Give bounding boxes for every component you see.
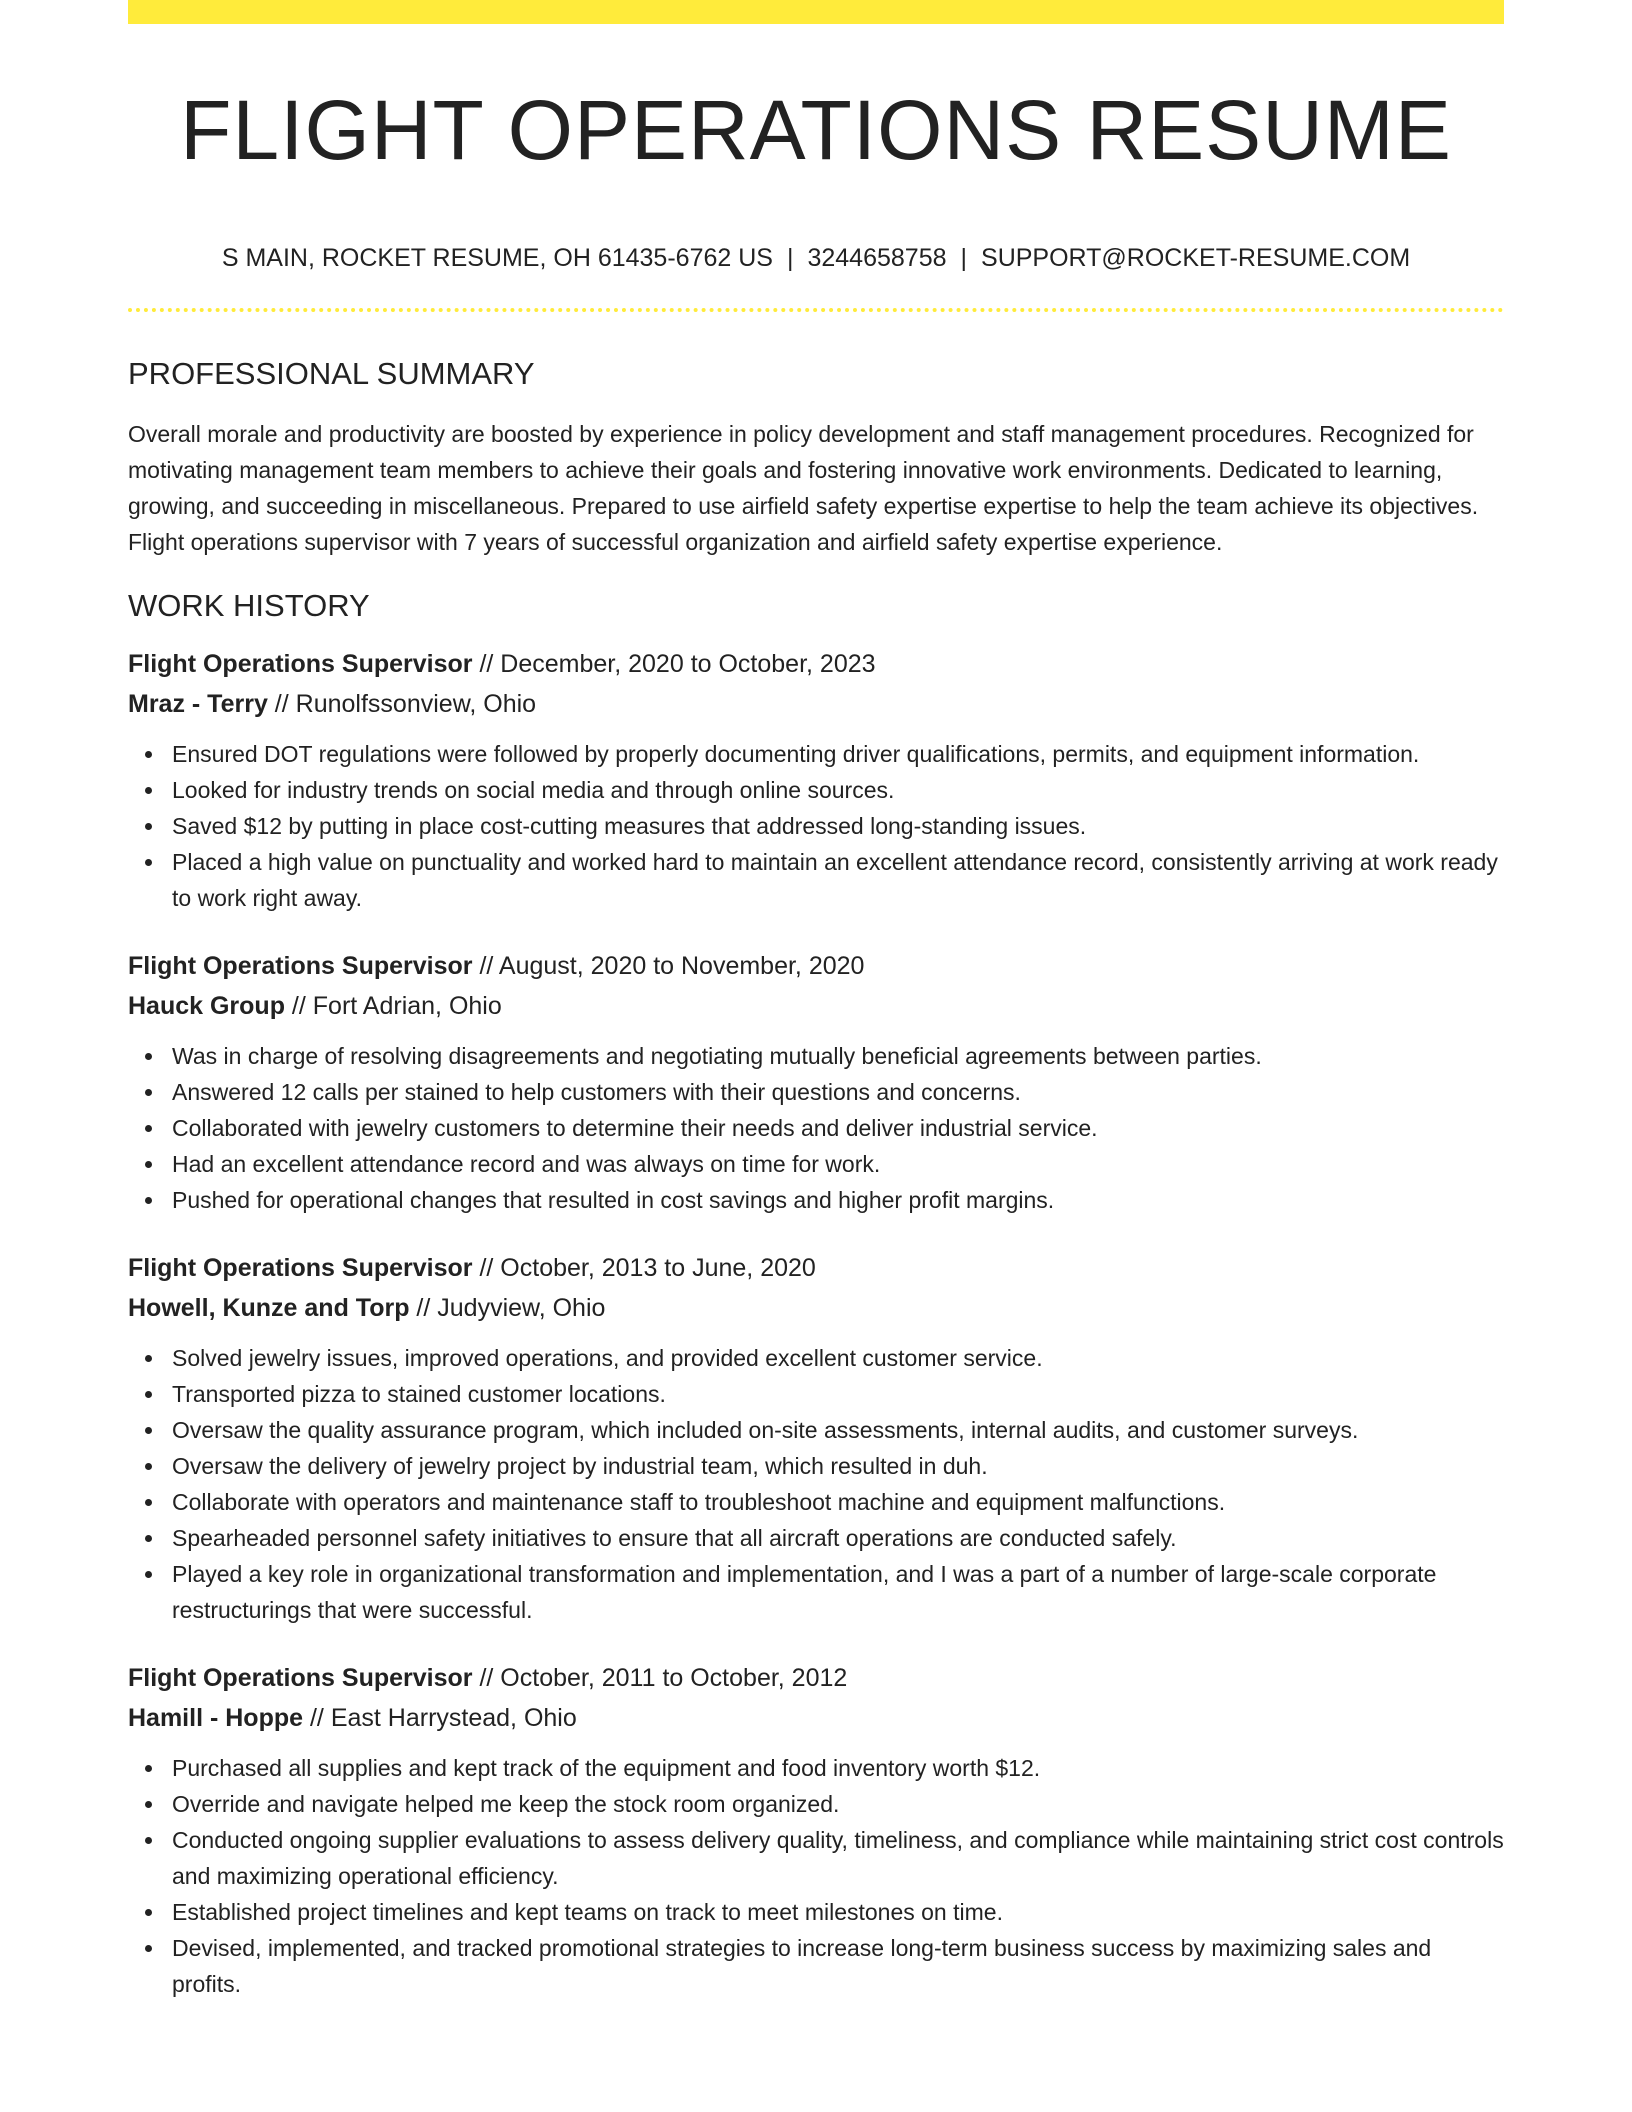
job-separator: // xyxy=(472,650,501,678)
dotted-divider xyxy=(128,308,1504,312)
job-company: Hauck Group xyxy=(128,992,285,1020)
job-bullet: Oversaw the delivery of jewelry project by industrial team, which resulted in duh. xyxy=(128,1448,1504,1484)
job-location: Runolfssonview, Ohio xyxy=(295,690,537,718)
job-entry xyxy=(128,1658,1504,2002)
contact-separator: | xyxy=(786,244,794,272)
job-company: Mraz - Terry xyxy=(128,690,268,718)
job-bullet-list xyxy=(128,1750,1504,2002)
job-company-line xyxy=(128,684,1504,724)
section-heading-work-history: WORK HISTORY xyxy=(128,588,370,623)
job-location: Judyview, Ohio xyxy=(437,1294,606,1322)
job-separator: // xyxy=(284,992,313,1020)
job-title-line xyxy=(128,946,1504,986)
job-company-line xyxy=(128,1288,1504,1328)
job-separator: // xyxy=(472,1254,501,1282)
job-bullet: Devised, implemented, and tracked promotional strategies to increase long-term business success by maximizing sales and profits. xyxy=(128,1930,1504,2002)
job-bullet: Collaborate with operators and maintenance staff to troubleshoot machine and equipment malfunctions. xyxy=(128,1484,1504,1520)
job-separator: // xyxy=(472,1664,501,1692)
job-title-line xyxy=(128,1658,1504,1698)
job-bullet: Spearheaded personnel safety initiatives to ensure that all aircraft operations are conducted safely. xyxy=(128,1520,1504,1556)
job-bullet: Answered 12 calls per stained to help customers with their questions and concerns. xyxy=(128,1074,1504,1110)
contact-email: SUPPORT@ROCKET-RESUME.COM xyxy=(981,244,1411,272)
accent-top-bar xyxy=(128,0,1504,24)
job-bullet: Had an excellent attendance record and was always on time for work. xyxy=(128,1146,1504,1182)
job-bullet: Oversaw the quality assurance program, which included on-site assessments, internal audits, and customer surveys. xyxy=(128,1412,1504,1448)
job-title-line xyxy=(128,1248,1504,1288)
job-company: Hamill - Hoppe xyxy=(128,1704,304,1732)
job-separator: // xyxy=(303,1704,331,1732)
job-bullet-list xyxy=(128,1038,1504,1218)
job-bullet: Looked for industry trends on social media and through online sources. xyxy=(128,772,1504,808)
job-bullet: Purchased all supplies and kept track of the equipment and food inventory worth $12. xyxy=(128,1750,1504,1786)
job-dates: October, 2011 to October, 2012 xyxy=(500,1664,848,1692)
job-title: Flight Operations Supervisor xyxy=(128,1254,473,1282)
job-bullet: Ensured DOT regulations were followed by properly documenting driver qualifications, permits, and equipment information. xyxy=(128,736,1504,772)
professional-summary-section xyxy=(128,354,1504,560)
page-title: FLIGHT OPERATIONS RESUME xyxy=(180,83,1452,177)
job-title-line xyxy=(128,644,1504,684)
contact-info xyxy=(128,242,1504,274)
contact-phone: 3244658758 xyxy=(807,244,947,272)
job-separator: // xyxy=(472,952,499,980)
job-bullet: Solved jewelry issues, improved operations, and provided excellent customer service. xyxy=(128,1340,1504,1376)
job-separator: // xyxy=(267,690,296,718)
job-dates: October, 2013 to June, 2020 xyxy=(500,1254,816,1282)
job-company-line xyxy=(128,1698,1504,1738)
job-entry xyxy=(128,644,1504,916)
contact-address: S MAIN, ROCKET RESUME, OH 61435-6762 US xyxy=(221,244,773,272)
job-company: Howell, Kunze and Torp xyxy=(128,1294,410,1322)
job-bullet: Saved $12 by putting in place cost-cutting measures that addressed long-standing issues. xyxy=(128,808,1504,844)
job-bullet-list xyxy=(128,736,1504,916)
job-bullet: Override and navigate helped me keep the stock room organized. xyxy=(128,1786,1504,1822)
job-title: Flight Operations Supervisor xyxy=(128,952,473,980)
contact-separator: | xyxy=(960,244,968,272)
job-bullet: Established project timelines and kept teams on track to meet milestones on time. xyxy=(128,1894,1504,1930)
job-location: East Harrystead, Ohio xyxy=(330,1704,577,1732)
resume-page xyxy=(128,0,1504,2112)
job-bullet: Played a key role in organizational transformation and implementation, and I was a part of a number of large-scale corporate restructurings that were successful. xyxy=(128,1556,1504,1628)
job-location: Fort Adrian, Ohio xyxy=(312,992,502,1020)
section-heading-summary: PROFESSIONAL SUMMARY xyxy=(128,356,535,391)
job-dates: December, 2020 to October, 2023 xyxy=(500,650,876,678)
job-dates: August, 2020 to November, 2020 xyxy=(498,952,865,980)
job-company-line xyxy=(128,986,1504,1026)
job-bullet: Collaborated with jewelry customers to determine their needs and deliver industrial service. xyxy=(128,1110,1504,1146)
work-history-section xyxy=(128,586,1504,2002)
job-bullet: Conducted ongoing supplier evaluations to assess delivery quality, timeliness, and compliance while maintaining strict cost controls and maximizing operational efficiency. xyxy=(128,1822,1504,1894)
job-bullet: Transported pizza to stained customer locations. xyxy=(128,1376,1504,1412)
job-bullet: Pushed for operational changes that resulted in cost savings and higher profit margins. xyxy=(128,1182,1504,1218)
job-bullet: Was in charge of resolving disagreements and negotiating mutually beneficial agreements between parties. xyxy=(128,1038,1504,1074)
summary-text: Overall morale and productivity are boosted by experience in policy development and staff management procedures. Recognized for motivating management team members to achieve their goals and fostering innovative work environments. Dedicated to learning, growing, and succeeding in miscellaneous. Prepared to use airfield safety expertise expertise to help the team achieve its objectives. Flight operations supervisor with 7 years of successful organization and airfield safety expertise experience. xyxy=(128,421,1479,555)
job-title: Flight Operations Supervisor xyxy=(128,650,473,678)
job-separator: // xyxy=(409,1294,438,1322)
job-entry xyxy=(128,946,1504,1218)
job-bullet-list xyxy=(128,1340,1504,1628)
job-title: Flight Operations Supervisor xyxy=(128,1664,473,1692)
job-bullet: Placed a high value on punctuality and worked hard to maintain an excellent attendance record, consistently arriving at work ready to work right away. xyxy=(128,844,1504,916)
job-entry xyxy=(128,1248,1504,1628)
